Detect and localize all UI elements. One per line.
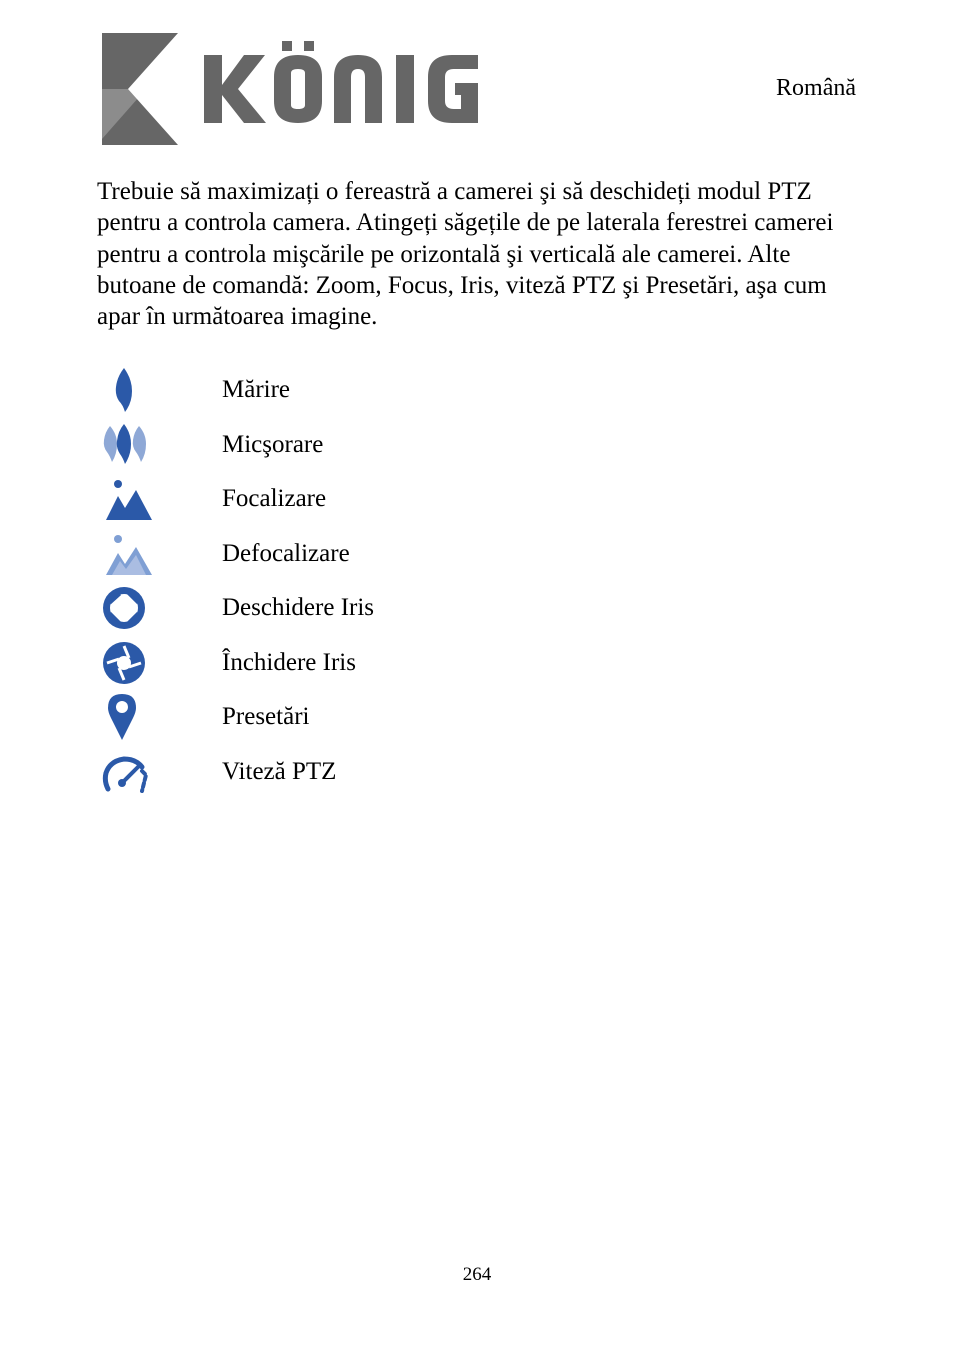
konig-logo-mark [98,33,518,145]
legend-label: Presetări [222,703,310,730]
legend-item-iris-open [98,580,698,635]
icon-legend [98,362,698,798]
legend-label: Focalizare [222,485,327,512]
iris-open-icon [98,583,152,633]
defocus-icon [98,529,152,579]
speedometer-icon [98,747,152,797]
konig-logo [98,33,518,145]
legend-label: Deschidere Iris [222,594,375,621]
page-number: 264 [462,1264,492,1285]
legend-item-zoom-in [98,362,698,417]
legend-item-focus [98,471,698,526]
iris-close-icon [98,638,152,688]
zoom-in-icon [98,365,152,415]
legend-item-iris-close [98,635,698,690]
preset-pin-icon [98,692,152,742]
focus-icon [98,474,152,524]
legend-label: Mărire [222,376,291,403]
legend-item-zoom-out [98,417,698,472]
legend-item-ptz-speed [98,744,698,799]
legend-item-preset [98,689,698,744]
legend-label: Închidere Iris [222,648,356,676]
language-label: Română [776,75,856,101]
zoom-out-icon [98,420,152,470]
legend-label: Defocalizare [222,539,350,567]
legend-label: Micşorare [222,430,324,458]
intro-paragraph: Trebuie să maximizați o fereastră a camerei şi să deschideți modul PTZ pentru a controla camera. Atingeți săgețile de pe laterala ferestrei camerei pentru a controla mişcările pe orizontală şi verticală ale camerei. Alte butoane de comandă: Zoom, Focus, Iris, viteză PTZ şi Presetări, aşa cum apar în următoarea imagine. [97,178,834,331]
legend-label: Viteză PTZ [222,757,337,785]
legend-item-defocus [98,526,698,581]
